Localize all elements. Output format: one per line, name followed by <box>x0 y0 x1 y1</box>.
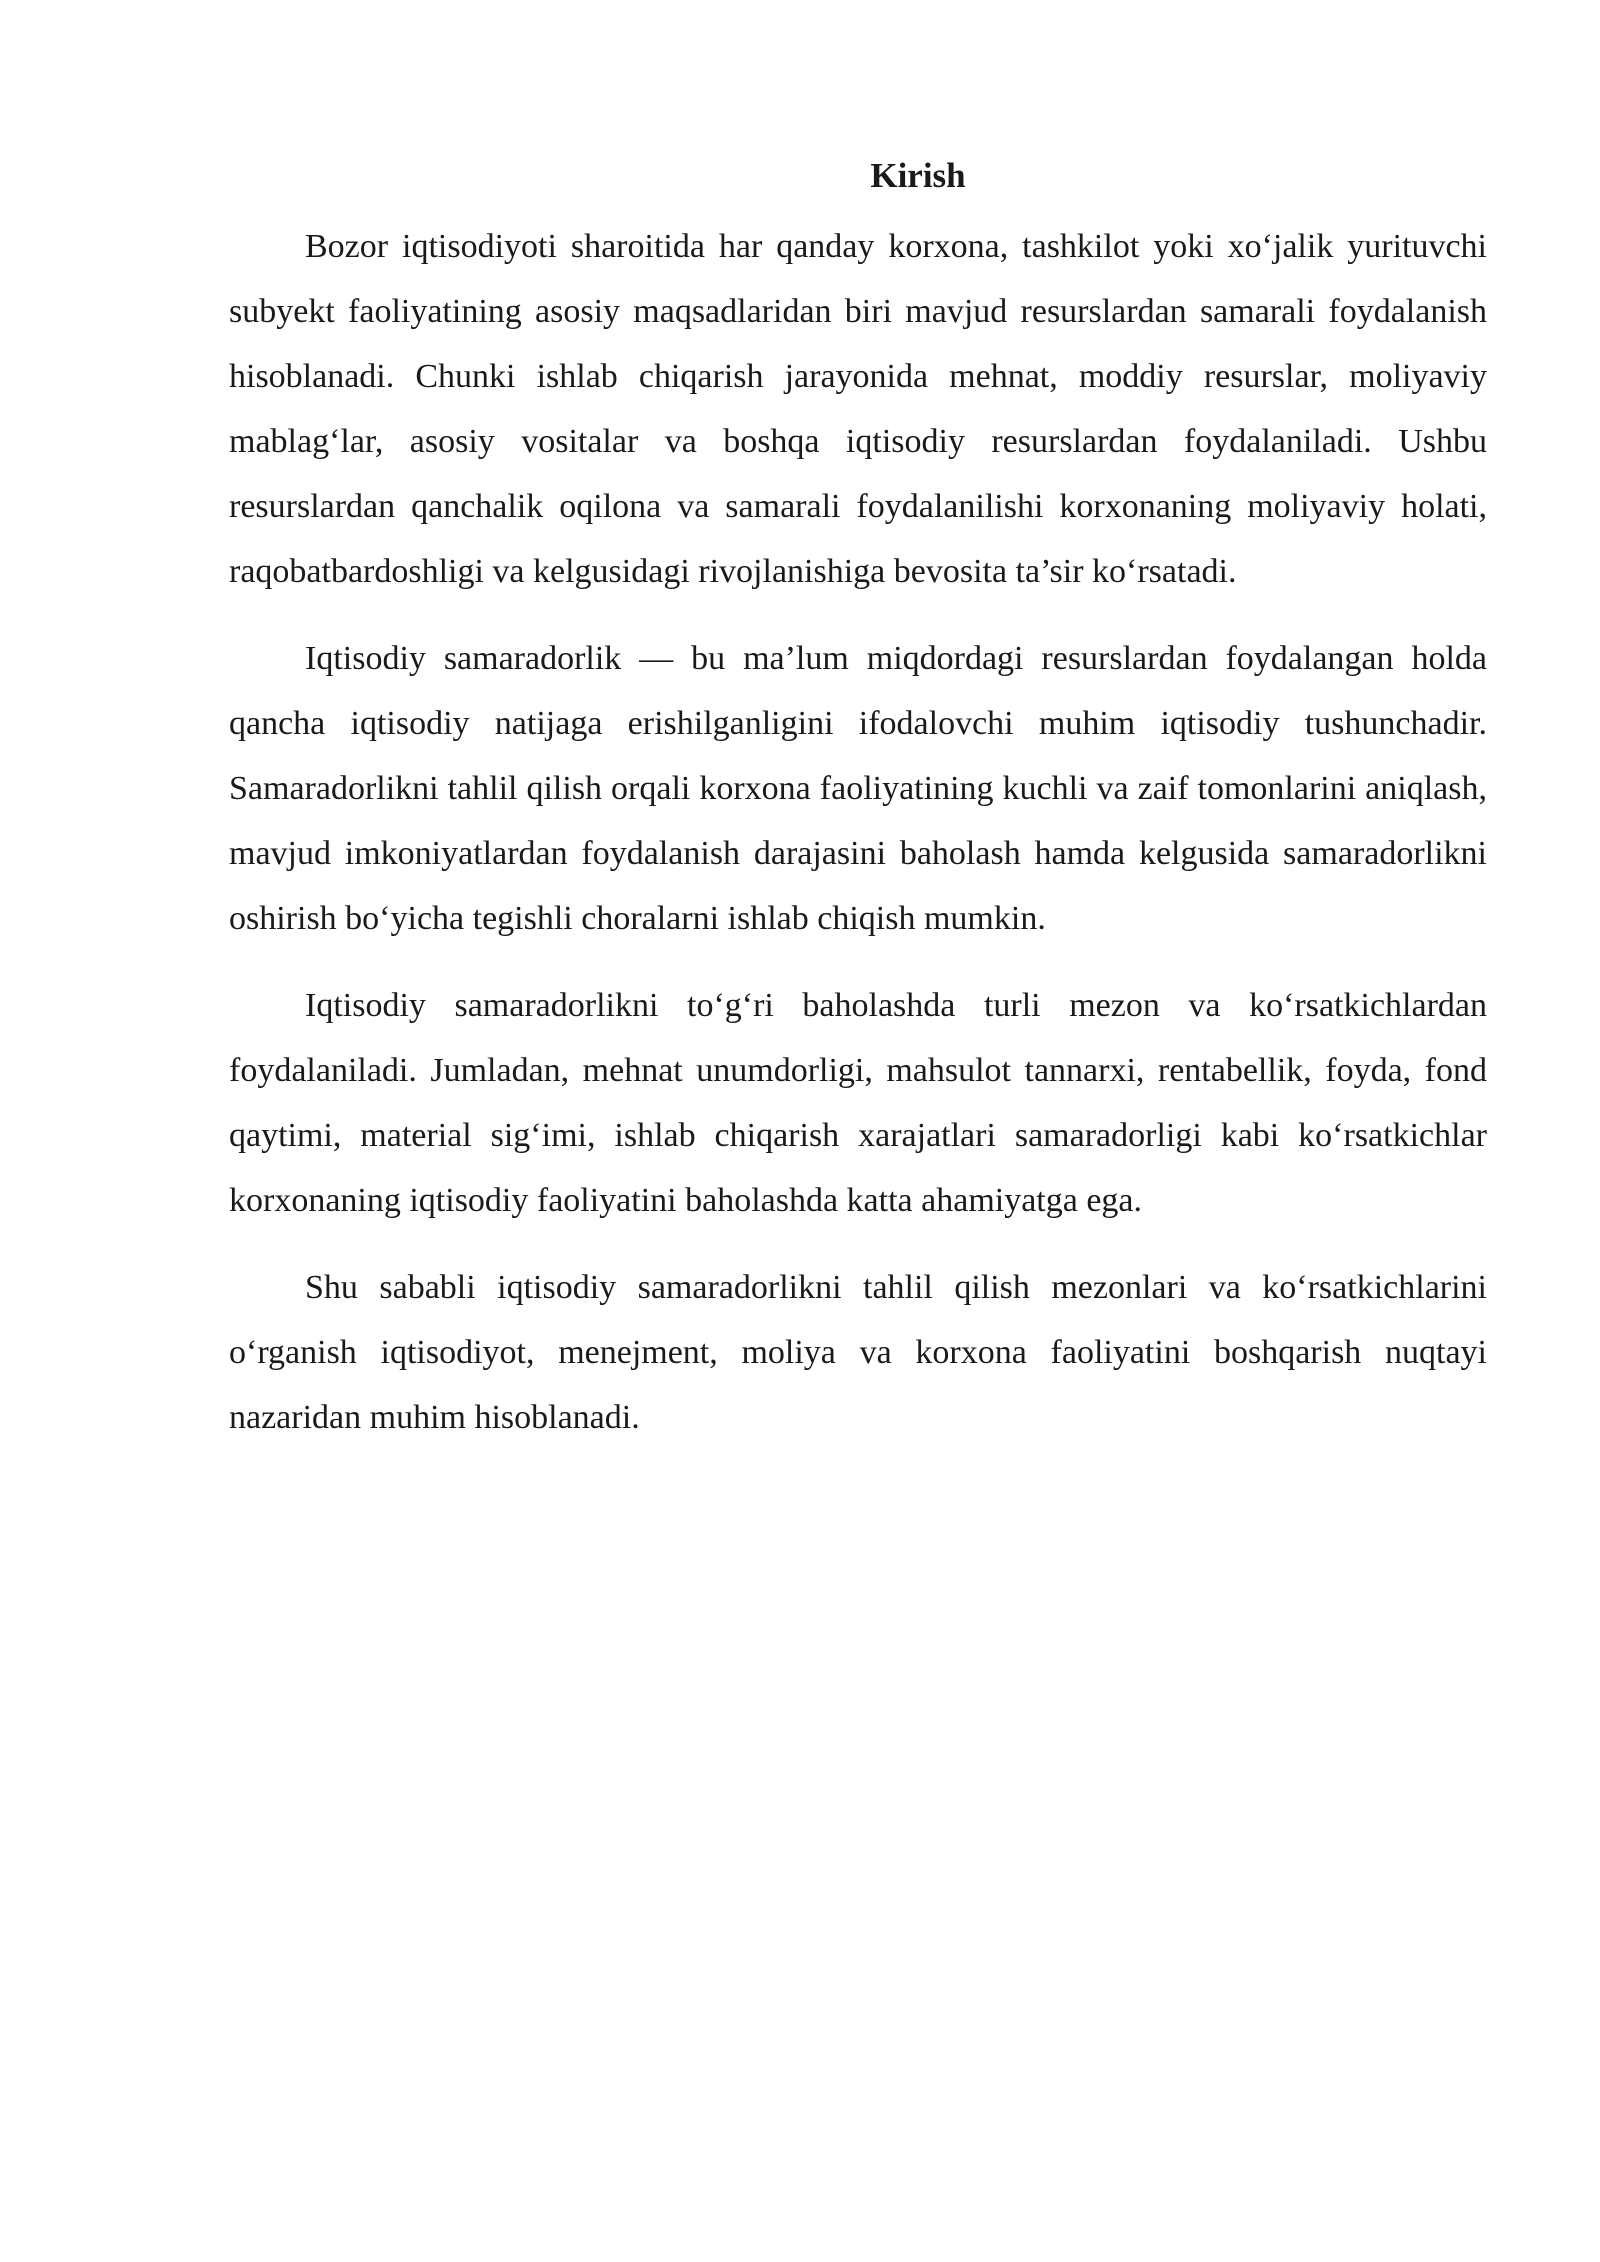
paragraph-4: Shu sababli iqtisodiy samaradorlikni tahlil qilish mezonlari va ko‘rsatkichlarini o‘rganish iqtisodiyot, menejment, moliya va korxona faoliyatini boshqarish nuqtayi nazaridan muhim hisoblanadi. <box>229 1269 1487 1436</box>
paragraph-2: Iqtisodiy samaradorlik — bu ma’lum miqdordagi resurslardan foydalangan holda qancha iqtisodiy natijaga erishilganligini ifodalovchi muhim iqtisodiy tushunchadir. Samaradorlikni tahlil qilish orqali korxona faoliyatining kuchli va zaif tomonlarini aniqlash, mavjud imkoniyatlardan foydalanish darajasini baholash hamda kelgusida samaradorlikni oshirish bo‘yicha tegishli choralarni ishlab chiqish mumkin. <box>229 640 1487 937</box>
section-title: Kirish <box>870 156 966 195</box>
document-body <box>229 150 1487 1472</box>
paragraph-3: Iqtisodiy samaradorlikni to‘g‘ri baholashda turli mezon va ko‘rsatkichlardan foydalaniladi. Jumladan, mehnat unumdorligi, mahsulot tannarxi, rentabellik, foyda, fond qaytimi, material sig‘imi, ishlab chiqarish xarajatlari samaradorligi kabi ko‘rsatkichlar korxonaning iqtisodiy faoliyatini baholashda katta ahamiyatga ega. <box>229 987 1487 1219</box>
paragraph-1: Bozor iqtisodiyoti sharoitida har qanday korxona, tashkilot yoki xo‘jalik yurituvchi subyekt faoliyatining asosiy maqsadlaridan biri mavjud resurslardan samarali foydalanish hisoblanadi. Chunki ishlab chiqarish jarayonida mehnat, moddiy resurslar, moliyaviy mablag‘lar, asosiy vositalar va boshqa iqtisodiy resurslardan foydalaniladi. Ushbu resurslardan qanchalik oqilona va samarali foydalanilishi korxonaning moliyaviy holati, raqobatbardoshligi va kelgusidagi rivojlanishiga bevosita ta’sir ko‘rsatadi. <box>229 228 1487 590</box>
